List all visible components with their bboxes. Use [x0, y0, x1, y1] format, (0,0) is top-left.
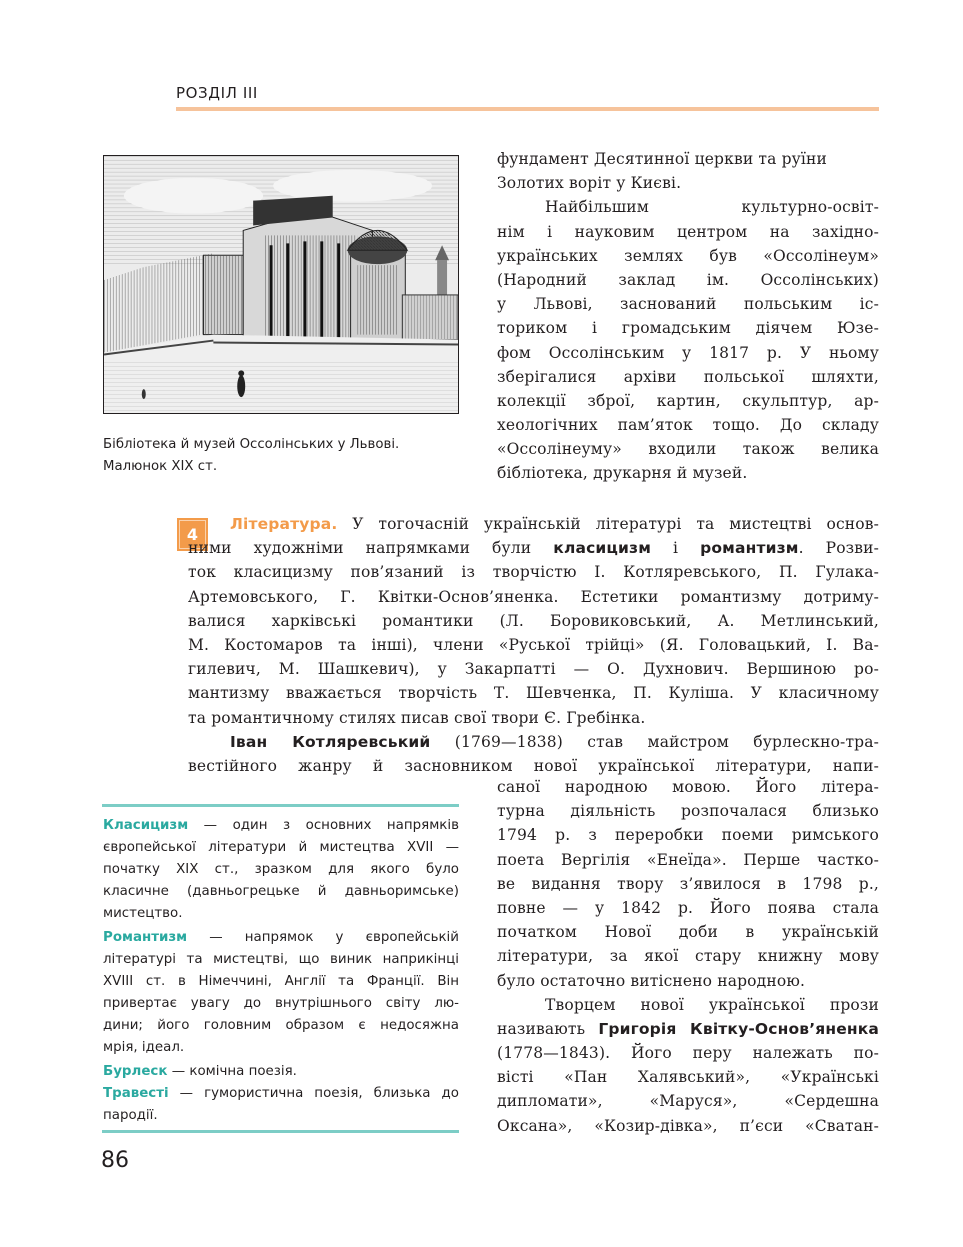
ossolineum-paragraph [497, 147, 879, 486]
text-line: привертає увагу до внутрішнього світу лю- [103, 996, 459, 1011]
text-line: М. Костомаров та інші), члени «Руської трійці» (Я. Головацький, І. Ва- [188, 635, 879, 654]
section-heading: Література. [230, 515, 338, 533]
text-line: XVIII ст. в Німеччині, Англії та Франції. Він [103, 974, 459, 989]
text-line: фундамент Десятинної церкви та руїни [497, 150, 827, 168]
section-header: РОЗДІЛ III [176, 84, 258, 102]
text-line: саної народною мовою. Його літера- [497, 778, 879, 796]
text-line: бібліотека, друкарня й музей. [497, 464, 748, 483]
kotliarevskyi-continuation [497, 775, 879, 1138]
text-line: пародії. [103, 1108, 158, 1123]
caption-line: Бібліотека й музей Оссолінських у Львові. [103, 437, 400, 452]
caption-line: Малюнок XIX ст. [103, 459, 218, 474]
text-line: у Львові, заснований польським іс- [497, 295, 879, 314]
text-line: «Оссолінеуму» входили також велика [497, 440, 879, 459]
text-line: ток класицизму пов’язаний із творчістю І. Котляревського, П. Гулака- [188, 563, 879, 582]
text-line: валися харківські романтики (Л. Боровиковський, А. Метлинський, [188, 611, 879, 630]
text-line: повне — у 1842 р. Його поява стала [497, 898, 879, 917]
text-line: Творцем нової української прози [545, 995, 879, 1014]
text-line: Література. У тогочасній українській літературі та мистецтві основ- [230, 515, 879, 533]
page-number: 86 [101, 1148, 129, 1173]
text-line: (Народний заклад ім. Оссолінських) [497, 270, 879, 289]
text-line: турна діяльність розпочалася близько [497, 802, 879, 821]
text-line: ве видання твору з’явилося в 1798 р., [497, 874, 879, 893]
text-line: Оксана», «Козир-дівка», п’єси «Сватан- [497, 1116, 879, 1135]
glossary-term: Романтизм [103, 930, 188, 945]
person-kotliarevskyi: Іван Котляревський [230, 732, 431, 751]
glossary-top-rule [102, 804, 459, 807]
text-line: мрія, ідеал. [103, 1040, 185, 1055]
text-line: дини; його головним образом є недосяжна [103, 1018, 459, 1033]
text-line: називають Григорія Квітку-Основ’яненка [497, 1019, 880, 1038]
text-line: гилевич, М. Шашкевич), у Закарпатті — О. Духнович. Вершиною ро- [188, 660, 879, 679]
text-line: вісті «Пан Халявський», «Українські [497, 1068, 879, 1087]
glossary-box [103, 815, 459, 1127]
text-line: початку XIX ст., зразком для якого було [103, 862, 459, 877]
text-line: класичне (давньогрецьке й давньоримське) [103, 884, 459, 899]
text-line: було остаточно витіснено народною. [497, 971, 806, 990]
text-line: дипломати», «Маруся», «Сердешна [497, 1092, 879, 1111]
text-line: Найбільшим культурно-освіт- [545, 198, 879, 217]
text-line: нім і науковим центром на західно- [497, 222, 879, 241]
text-line: зберігалися архіви польської шляхти, [497, 367, 879, 386]
text-line: мистецтво. [103, 906, 183, 921]
text-line: поета Вергілія «Енеїда». Перше частко- [497, 850, 879, 869]
text-line: Золотих воріт у Києві. [497, 174, 682, 193]
glossary-entry-burlesque: Бурлеск — комічна поезія. [103, 1064, 297, 1079]
text-line: літературі та мистецтві, що виник наприкінці [103, 952, 459, 967]
term-classicism: класицизм [553, 539, 652, 558]
section-number-badge: 4 [177, 518, 208, 551]
text-line: ториком і громадським діячем Юзе- [497, 319, 879, 338]
text-line: хеологічних пам’яток тощо. До складу [497, 416, 879, 435]
engraving-illustration [103, 155, 459, 414]
text-line: колекції зброї, картин, скульптур, ар- [497, 391, 879, 410]
text-line: Іван Котляревський (1769—1838) став майстром бурлескно-тра- [230, 732, 880, 751]
figure-caption [103, 434, 463, 478]
text-line: (1778—1843). Його перу належать по- [497, 1044, 879, 1063]
ossolineum-engraving [104, 156, 458, 413]
text-line: вестійного жанру й засновником нової української літератури, напи- [188, 756, 879, 775]
text-line: та романтичному стилях писав свої твори Є. Гребінка. [188, 708, 646, 727]
glossary-entry-classicism: Класицизм — один з основних напрямків [103, 818, 459, 833]
text-line: Артемовського, Г. Квітки-Основ’яненка. Естетики романтизму дотриму- [188, 587, 879, 606]
glossary-term: Травесті [103, 1086, 169, 1101]
header-rule [176, 107, 879, 111]
text-line: мантизму вважається творчість Т. Шевченка, П. Куліша. У класичному [188, 684, 879, 703]
glossary-entry-romanticism: Романтизм — напрямок у європейській [103, 930, 459, 945]
term-romanticism: романтизм [700, 539, 799, 558]
text-line: літератури, за якої стару книжну мову [497, 947, 879, 966]
text-line: ними художніми напрямками були класицизм і романтизм. Розви- [188, 539, 880, 558]
text-line: початком Нової доби в українській [497, 923, 879, 942]
text-line: фом Оссолінським у 1817 р. У ньому [497, 343, 879, 362]
glossary-entry-travesty: Травесті — гумористична поезія, близька до [103, 1086, 459, 1101]
text-line: європейської літератури й мистецтва XVII — [103, 840, 459, 855]
person-kvitka: Григорія Квітку-Основ’яненка [598, 1019, 880, 1038]
literature-section [188, 512, 879, 778]
glossary-bottom-rule [102, 1130, 459, 1133]
text-line: 1794 р. з переробки поеми римського [497, 826, 879, 845]
glossary-term: Класицизм [103, 818, 189, 833]
text-line: українських землях був «Оссолінеум» [497, 246, 879, 265]
glossary-term: Бурлеск [103, 1064, 168, 1079]
